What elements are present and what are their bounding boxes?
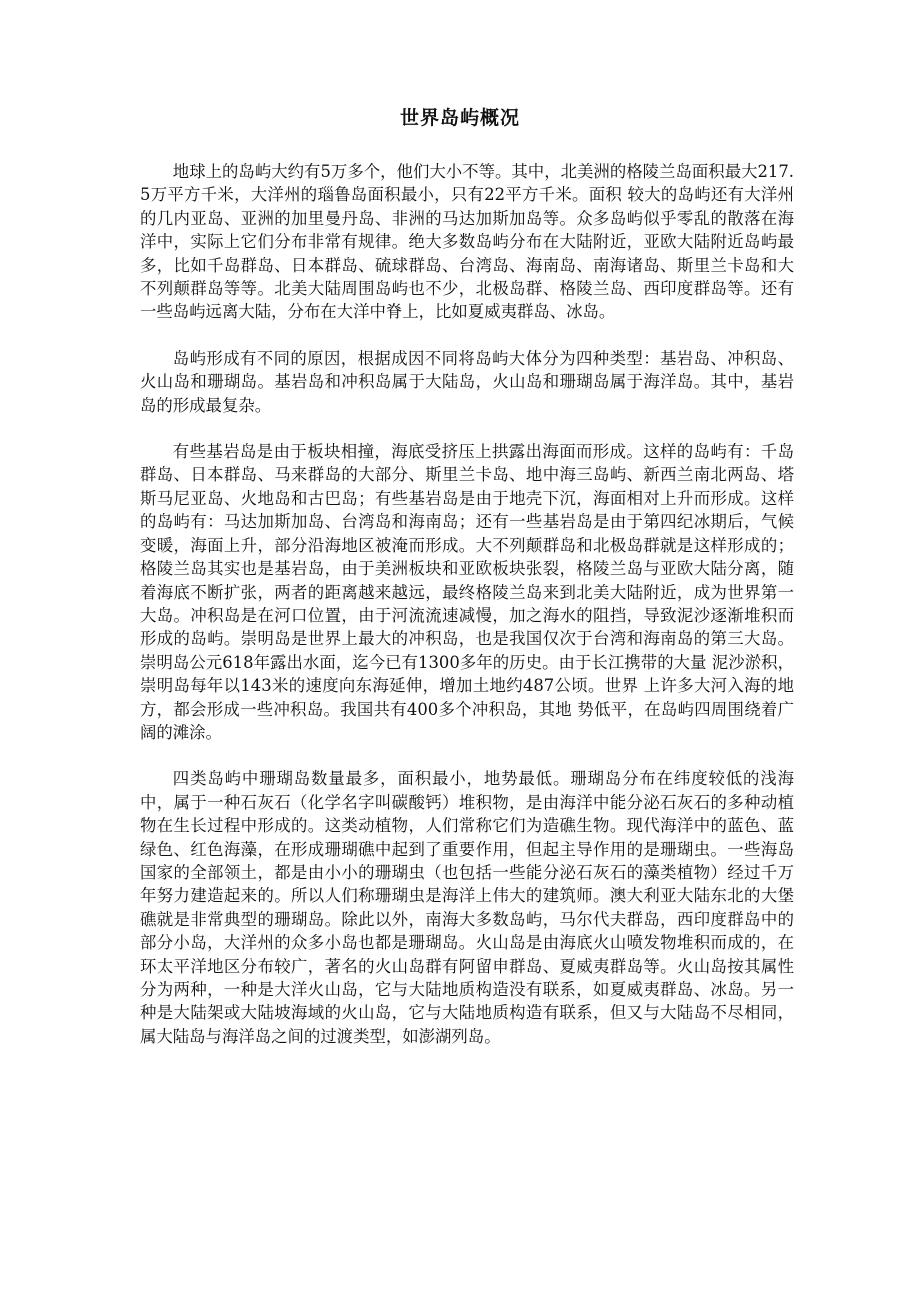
paragraph-overview: 地球上的岛屿大约有5万多个，他们大小不等。其中，北美洲的格陵兰岛面积最大217.5万平方千米，大洋州的瑙鲁岛面积最小，只有22平方千米。面积 较大的岛屿还有大洋州的几内亚岛、亚洲的加里曼丹岛、非洲的马达加斯加岛等。众多岛屿似乎零乱的散落在海洋中，实际上它们分布非常有规律。绝大多数岛屿分布在大陆附近，亚欧大陆附近岛屿最多，比如千岛群岛、日本群岛、硫球群岛、台湾岛、海南岛、南海诸岛、斯里兰卡岛和大不列颠群岛等等。北美大陆周围岛屿也不少，北极岛群、格陵兰岛、西印度群岛等。还有一些岛屿远离大陆，分布在大洋中脊上，比如夏威夷群岛、冰岛。 (140, 162, 794, 322)
document-body (140, 160, 794, 1071)
page-title: 世界岛屿概况 (399, 107, 520, 129)
paragraph-coral-volcanic-islands: 四类岛屿中珊瑚岛数量最多，面积最小，地势最低。珊瑚岛分布在纬度较低的浅海中，属于一种石灰石（化学名字叫碳酸钙）堆积物，是由海洋中能分泌石灰石的多种动植物在生长过程中形成的。这类动植物，人们常称它们为造礁生物。现代海洋中的蓝色、蓝绿色、红色海藻，在形成珊瑚礁中起到了重要作用，但起主导作用的是珊瑚虫。一些海岛国家的全部领土，都是由小小的珊瑚虫（也包括一些能分泌石灰石的藻类植物）经过千万年努力建造起来的。所以人们称珊瑚虫是海洋上伟大的建筑师。澳大利亚大陆东北的大堡礁就是非常典型的珊瑚岛。除此以外，南海大多数岛屿，马尔代夫群岛，西印度群岛中的部分小岛，大洋州的众多小岛也都是珊瑚岛。火山岛是由海底火山喷发物堆积而成的，在环太平洋地区分布较广，著名的火山岛群有阿留申群岛、夏威夷群岛等。火山岛按其属性分为两种，一种是大洋火山岛，它与大陆地质构造没有联系，如夏威夷群岛、冰岛。另一种是大陆架或大陆坡海域的火山岛，它与大陆地质构造有联系，但又与大陆岛不尽相同，属大陆岛与海洋岛之间的过渡类型，如澎湖列岛。 (140, 769, 794, 1046)
paragraph-island-types: 岛屿形成有不同的原因，根据成因不同将岛屿大体分为四种类型：基岩岛、冲积岛、火山岛和珊瑚岛。基岩岛和冲积岛属于大陆岛，火山岛和珊瑚岛属于海洋岛。其中，基岩岛的形成最复杂。 (140, 348, 794, 415)
paragraph-bedrock-alluvial-islands: 有些基岩岛是由于板块相撞，海底受挤压上拱露出海面而形成。这样的岛屿有：千岛群岛、日本群岛、马来群岛的大部分、斯里兰卡岛、地中海三岛屿、新西兰南北两岛、塔斯马尼亚岛、火地岛和古巴岛；有些基岩岛是由于地壳下沉，海面相对上升而形成。这样的岛屿有：马达加斯加岛、台湾岛和海南岛；还有一些基岩岛是由于第四纪冰期后，气候变暖，海面上升，部分沿海地区被淹而形成。大不列颠群岛和北极岛群就是这样形成的；格陵兰岛其实也是基岩岛，由于美洲板块和亚欧板块张裂，格陵兰岛与亚欧大陆分离，随着海底不断扩张，两者的距离越来越远，最终格陵兰岛来到北美大陆附近，成为世界第一大岛。冲积岛是在河口位置，由于河流流速减慢，加之海水的阻挡，导致泥沙逐渐堆积而形成的岛屿。崇明岛是世界上最大的冲积岛，也是我国仅次于台湾和海南岛的第三大岛。崇明岛公元618年露出水面，迄今已有1300多年的历史。由于长江携带的大量 泥沙淤积，崇明岛每年以143米的速度向东海延伸，增加土地约487公顷。世界 上许多大河入海的地方，都会形成一些冲积岛。我国共有400多个冲积岛，其地 势低平，在岛屿四周围绕着广阔的滩涂。 (140, 442, 794, 742)
